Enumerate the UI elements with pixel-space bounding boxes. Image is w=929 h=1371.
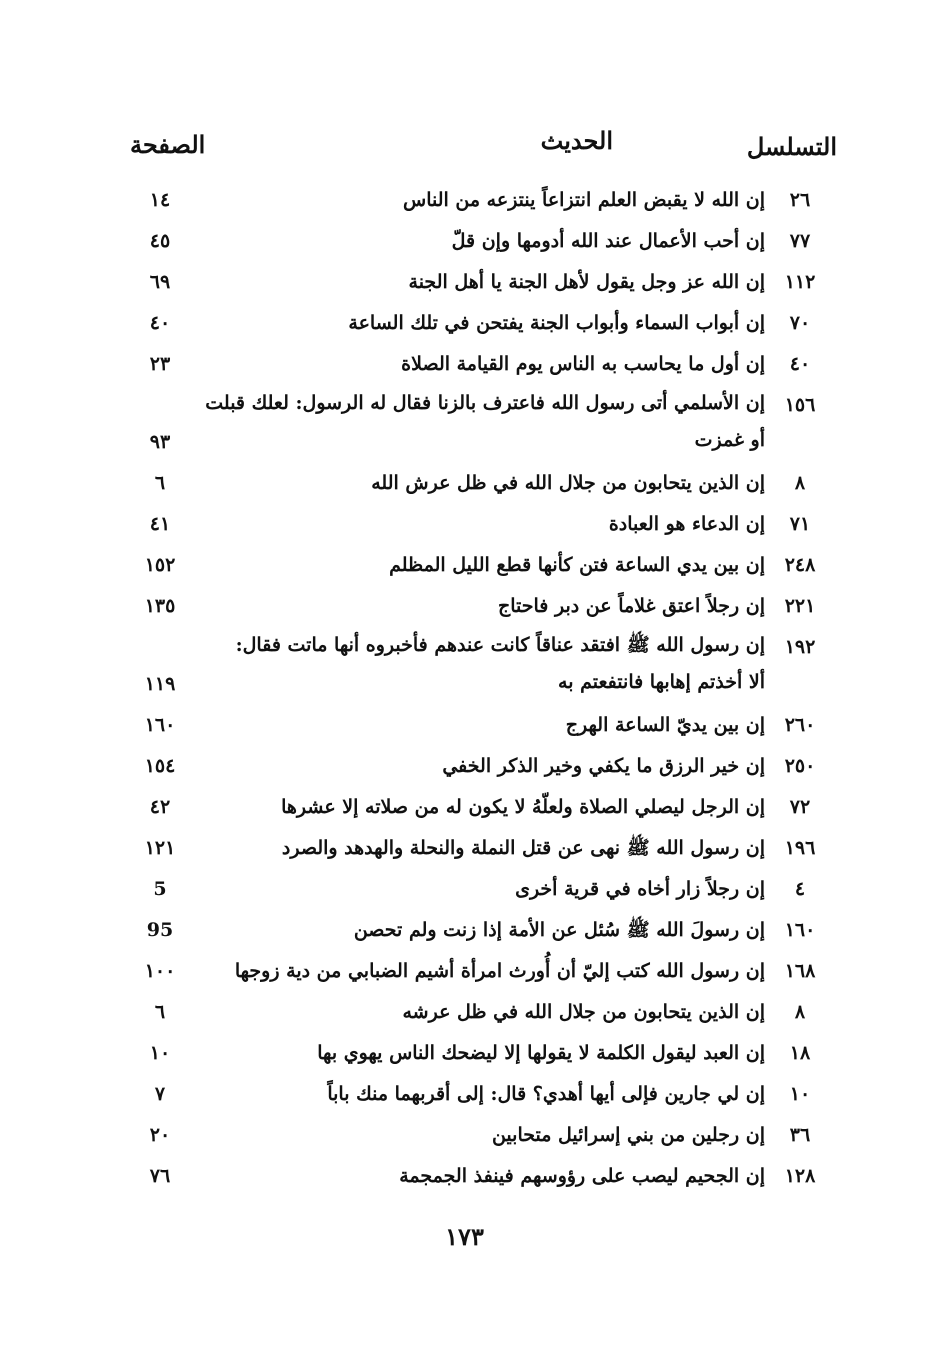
page-ref: ٤٠ — [149, 312, 171, 334]
hadith-text: إن الدعاء هو العبادة — [608, 513, 765, 535]
header-page: الصفحة — [130, 130, 206, 159]
hadith-text-line2: أو غمزت — [694, 429, 765, 451]
list-item — [130, 262, 821, 303]
sequence-number: ١٩٢ — [784, 636, 816, 658]
list-item — [130, 463, 821, 504]
page-ref: ٧ — [154, 1083, 166, 1105]
hadith-text: إن بين يديّ الساعة الهرج — [565, 714, 765, 736]
hadith-text — [200, 385, 765, 459]
hadith-text: إن أبواب السماء وأبواب الجنة يفتحن في تلك الساعة — [348, 312, 765, 334]
page-ref: ١٠٠ — [144, 960, 176, 982]
hadith-text: إن رسولَ الله ﷺ سُئل عن الأمة إذا زنت ولم تحصن — [353, 919, 765, 941]
hadith-text: إن الذين يتحابون من جلال الله في ظل عرش الله — [371, 472, 765, 494]
hadith-text: إن رجلاً زار أخاه في قرية أخرى — [515, 878, 765, 900]
hadith-text: إن العبد ليقول الكلمة لا يقولها إلا ليضحك الناس يهوي بها — [317, 1042, 765, 1064]
page-ref: ٤٥ — [149, 230, 171, 252]
hadith-text: إن الجحيم ليصب على رؤوسهم فينفذ الجمجمة — [399, 1165, 765, 1187]
hadith-text: إن رسول الله كتب إليّ أن أُورث امرأة أشيم الضبابي من دية زوجها — [234, 960, 765, 982]
page-ref: ١١٩ — [144, 673, 176, 695]
sequence-number: ١٨ — [789, 1042, 811, 1064]
sequence-number: ٢٦ — [789, 189, 811, 211]
hadith-text: إن رجلاً اعتق غلاماً عن دبر فاحتاج — [497, 595, 765, 617]
hadith-text: إن لي جارين فإلى أيها أهدي؟ قال: إلى أقربهما منك باباً — [327, 1083, 765, 1105]
page-ref: 95 — [146, 919, 174, 941]
hadith-text-line2: ألا أخذتم إهابها فانتفعتم به — [558, 671, 765, 693]
hadith-text: إن أول ما يحاسب به الناس يوم القيامة الصلاة — [401, 353, 765, 375]
page-ref: ١٥٢ — [144, 554, 176, 576]
page-ref: ٦ — [154, 472, 166, 494]
sequence-number: ٢٢١ — [784, 595, 816, 617]
list-item — [130, 545, 821, 586]
list-item — [130, 910, 821, 951]
sequence-number: ٣٦ — [789, 1124, 811, 1146]
sequence-number: ١٢٨ — [784, 1165, 816, 1187]
hadith-text: إن أحب الأعمال عند الله أدومها وإن قلّ — [451, 230, 765, 252]
sequence-number: ٢٥٠ — [784, 755, 816, 777]
list-item — [130, 344, 821, 385]
page-ref: 5 — [153, 878, 167, 900]
sequence-number: ١١٢ — [784, 271, 816, 293]
page-ref: ١٠ — [149, 1042, 171, 1064]
list-item — [130, 1156, 821, 1197]
list-item — [130, 504, 821, 545]
sequence-number: ٧٢ — [789, 796, 811, 818]
list-item — [130, 869, 821, 910]
page-ref: ١٤ — [149, 189, 171, 211]
hadith-index-list — [130, 180, 821, 1197]
hadith-text: إن رجلين من بني إسرائيل متحابين — [491, 1124, 765, 1146]
sequence-number: ٧٠ — [789, 312, 811, 334]
list-item — [130, 221, 821, 262]
page-ref: ٧٦ — [149, 1165, 171, 1187]
page-ref: ٢٣ — [149, 353, 171, 375]
hadith-text-line1: إن الأسلمي أتى رسول الله فاعترف بالزنا فقال له الرسول: لعلك قبلت — [205, 392, 765, 414]
hadith-text: إن خير الرزق ما يكفي وخير الذكر الخفي — [442, 755, 765, 777]
sequence-number: ٧٧ — [789, 230, 811, 252]
list-item — [130, 627, 821, 705]
sequence-number: ٢٤٨ — [784, 554, 816, 576]
page-ref: ١٥٤ — [144, 755, 176, 777]
hadith-text: إن الذين يتحابون من جلال الله في ظل عرشه — [402, 1001, 765, 1023]
sequence-number: ٨ — [794, 472, 806, 494]
table-header — [130, 128, 837, 168]
hadith-text — [200, 627, 765, 701]
sequence-number: ٨ — [794, 1001, 806, 1023]
sequence-number: ٤ — [794, 878, 806, 900]
header-sequence: التسلسل — [746, 132, 837, 161]
list-item — [130, 951, 821, 992]
list-item — [130, 1033, 821, 1074]
sequence-number: ٢٦٠ — [784, 714, 816, 736]
page-ref: ٦٩ — [149, 271, 171, 293]
header-hadith: الحديث — [540, 126, 613, 155]
hadith-text: إن الرجل ليصلي الصلاة ولعلّهُ لا يكون له من صلاته إلا عشرها — [281, 796, 765, 818]
page-ref: ٢٠ — [149, 1124, 171, 1146]
list-item — [130, 787, 821, 828]
list-item — [130, 828, 821, 869]
sequence-number: ١٦٨ — [784, 960, 816, 982]
list-item — [130, 1074, 821, 1115]
page-ref: ٩٣ — [149, 431, 171, 453]
hadith-text: إن رسول الله ﷺ نهى عن قتل النملة والنحلة والهدهد والصرد — [281, 837, 765, 859]
list-item — [130, 992, 821, 1033]
sequence-number: ٧١ — [789, 513, 811, 535]
page-ref: ٤١ — [149, 513, 171, 535]
page-ref: ١٢١ — [144, 837, 176, 859]
list-item — [130, 303, 821, 344]
page-ref: ١٦٠ — [144, 714, 176, 736]
page-ref: ١٣٥ — [144, 595, 176, 617]
sequence-number: ٤٠ — [789, 353, 811, 375]
list-item — [130, 385, 821, 463]
list-item — [130, 586, 821, 627]
sequence-number: ١٠ — [789, 1083, 811, 1105]
sequence-number: ١٥٦ — [784, 394, 816, 416]
page-ref: ٦ — [154, 1001, 166, 1023]
sequence-number: ١٦٠ — [784, 919, 816, 941]
hadith-text-line1: إن رسول الله ﷺ افتقد عناقاً كانت عندهم فأخبروه أنها ماتت فقال: — [235, 634, 765, 656]
page-ref: ٤٢ — [149, 796, 171, 818]
hadith-text: إن بين يدي الساعة فتن كأنها قطع الليل المظلم — [389, 554, 765, 576]
list-item — [130, 746, 821, 787]
list-item — [130, 705, 821, 746]
page-number: ١٧٣ — [445, 1222, 484, 1251]
list-item — [130, 180, 821, 221]
hadith-text: إن الله لا يقبض العلم انتزاعاً ينتزعه من الناس — [403, 189, 765, 211]
list-item — [130, 1115, 821, 1156]
sequence-number: ١٩٦ — [784, 837, 816, 859]
hadith-text: إن الله عز وجل يقول لأهل الجنة يا أهل الجنة — [408, 271, 765, 293]
